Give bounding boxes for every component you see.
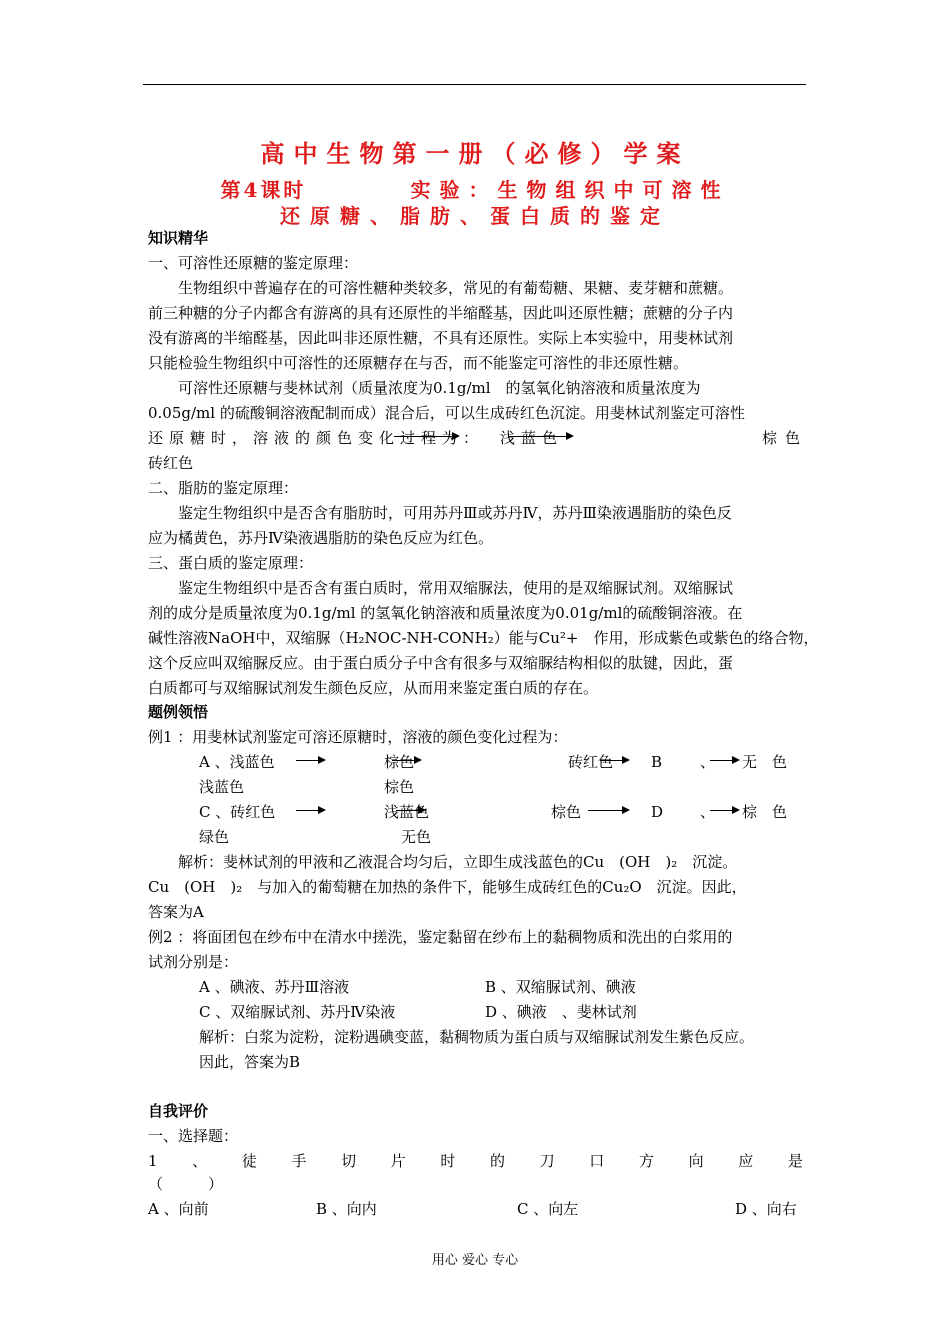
ex2-option-c: C 、双缩脲试剂、苏丹Ⅳ染液 <box>199 1003 396 1021</box>
arrow-icon <box>392 760 420 761</box>
paragraph-line: 应为橘黄色，苏丹Ⅳ染液遇脂肪的染色反应为红色。 <box>148 529 493 547</box>
paragraph-line: 这个反应叫双缩脲反应。由于蛋白质分子中含有很多与双缩脲结构相似的肽键，因此，蛋 <box>148 654 734 672</box>
example1-stem: 例1 ：用斐林试剂鉴定可溶还原糖时，溶液的颜色变化过程为： <box>148 728 568 746</box>
arrow-icon <box>296 760 324 761</box>
section-knowledge: 知识精华 <box>148 229 209 247</box>
q1-option-c: C 、向左 <box>517 1200 579 1218</box>
page-title: 高中生物第一册（必修）学案 <box>260 139 690 168</box>
heading-protein: 三、蛋白质的鉴定原理： <box>148 554 314 572</box>
ex1-option-d-step2: 绿色 <box>199 828 230 846</box>
ex1-option-d-step3: 无色 <box>401 828 432 846</box>
q1-option-d: D 、向右 <box>735 1200 797 1218</box>
ex1-option-c-step3: 棕色 <box>551 803 582 821</box>
arrow-icon <box>508 436 572 437</box>
ex2-option-a: A 、碘液、苏丹Ⅲ溶液 <box>199 978 350 996</box>
ex1-option-a-step3: 砖红色 <box>568 753 614 771</box>
example2-stem: 例2 ：将面团包在纱布中在清水中搓洗，鉴定黏留在纱布上的黏稠物质和洗出的白浆用的 <box>148 928 733 946</box>
paragraph-line: 白质都可与双缩脲试剂发生颜色反应，从而用来鉴定蛋白质的存在。 <box>148 679 599 697</box>
ex1-option-d: D <box>651 803 664 821</box>
arrow-icon <box>394 436 458 437</box>
q1-option-a: A 、向前 <box>148 1200 209 1218</box>
header-rule <box>143 84 806 85</box>
experiment-title-cont: 还原糖、脂肪、蛋白质的鉴定 <box>280 204 670 228</box>
q1-char: 应 <box>738 1152 754 1170</box>
ex2-option-b: B 、双缩脲试剂、碘液 <box>485 978 636 996</box>
paragraph-line: 可溶性还原糖与斐林试剂（质量浓度为0.1g/ml 的氢氧化钠溶液和质量浓度为 <box>148 379 701 397</box>
q1-char: 切 <box>341 1152 357 1170</box>
color-brick-red: 砖红色 <box>148 454 194 472</box>
q1-char: 片 <box>390 1152 406 1170</box>
lesson-subtitle <box>0 174 950 203</box>
color-change-label: 还原糖时，溶液的颜色变化过程为： <box>148 429 485 447</box>
color-change-text <box>148 428 484 448</box>
arrow-icon <box>600 760 628 761</box>
q1-char: 时 <box>440 1152 456 1170</box>
q1-char: 1 <box>148 1152 158 1170</box>
section-examples: 题例领悟 <box>148 703 209 721</box>
paragraph-line: 剂的成分是质量浓度为0.1g/ml 的氢氧化钠溶液和质量浓度为0.01g/ml的硫酸铜溶液。在 <box>148 604 743 622</box>
ex2-option-d: D 、碘液 、斐林试剂 <box>485 1003 637 1021</box>
page-footer: 用心 爱心 专心 <box>431 1253 519 1268</box>
ex2-analysis: 解析：白浆为淀粉，淀粉遇碘变蓝，黏稠物质为蛋白质与双缩脲试剂发生紫色反应。 <box>199 1028 755 1046</box>
ex1-option-c-step2: 浅蓝色 <box>384 803 430 821</box>
example2-stem-cont: 试剂分别是： <box>148 953 239 971</box>
question1-stem <box>148 1151 803 1171</box>
question-heading: 一、选择题： <box>148 1127 239 1145</box>
ex1-option-b-step2: 浅蓝色 <box>199 778 245 796</box>
q1-char: 徒 <box>241 1152 257 1170</box>
q1-char: 方 <box>638 1152 654 1170</box>
ex1-option-b-color: 无 色 <box>742 753 788 771</box>
paragraph-line: 生物组织中普遍存在的可溶性糖种类较多，常见的有葡萄糖、果糖、麦芽糖和蔗糖。 <box>148 279 734 297</box>
paragraph-line: 只能检验生物组织中可溶性的还原糖存在与否，而不能鉴定可溶性的非还原性糖。 <box>148 354 689 372</box>
ex2-answer: 因此，答案为B <box>199 1053 301 1071</box>
ex1-answer: 答案为A <box>148 903 204 921</box>
ex1-option-b-sep: 、 <box>700 753 716 771</box>
arrow-icon <box>296 810 324 811</box>
paragraph-line: 0.05g/ml 的硫酸铜溶液配制而成）混合后，可以生成砖红色沉淀。用斐林试剂鉴定可溶性 <box>148 404 745 422</box>
ex1-option-d-sep: 、 <box>700 803 716 821</box>
q1-char: 、 <box>192 1152 208 1170</box>
arrow-icon <box>588 810 628 811</box>
ex1-option-b: B <box>651 753 663 771</box>
q1-char: 刀 <box>539 1152 555 1170</box>
paragraph-line: 鉴定生物组织中是否含有蛋白质时，常用双缩脲法，使用的是双缩脲试剂。双缩脲试 <box>148 579 734 597</box>
ex1-option-a-step2: 棕色 <box>384 753 415 771</box>
color-light-blue: 浅蓝色 <box>500 429 564 447</box>
q1-char: 口 <box>589 1152 605 1170</box>
paragraph-line: 没有游离的半缩醛基，因此叫非还原性糖，不具有还原性。实际上本实验中，用斐林试剂 <box>148 329 734 347</box>
heading-fat: 二、脂肪的鉴定原理： <box>148 479 299 497</box>
paragraph-line: 前三种糖的分子内都含有游离的具有还原性的半缩醛基，因此叫还原性糖；蔗糖的分子内 <box>148 304 734 322</box>
ex1-analysis-line: 解析：斐林试剂的甲液和乙液混合均匀后，立即生成浅蓝色的Cu (OH )₂ 沉淀。 <box>148 853 738 871</box>
ex1-option-a: A 、浅蓝色 <box>199 753 275 771</box>
q1-char: 是 <box>787 1152 803 1170</box>
ex1-analysis-line: Cu (OH )₂ 与加入的葡萄糖在加热的条件下，能够生成砖红色的Cu₂O 沉淀。因此， <box>148 878 747 896</box>
ex1-option-c: C 、砖红色 <box>199 803 276 821</box>
q1-option-b: B 、向内 <box>316 1200 377 1218</box>
lesson-number: 第4课时 <box>220 178 307 202</box>
q1-char: 的 <box>490 1152 506 1170</box>
q1-char: 手 <box>291 1152 307 1170</box>
arrow-icon <box>710 810 738 811</box>
paragraph-line: 鉴定生物组织中是否含有脂肪时，可用苏丹Ⅲ或苏丹Ⅳ，苏丹Ⅲ染液遇脂肪的染色反 <box>148 504 732 522</box>
arrow-icon <box>396 810 424 811</box>
ex1-option-b-step3: 棕色 <box>384 778 415 796</box>
section-self-eval: 自我评价 <box>148 1102 209 1120</box>
ex1-option-b-step1 <box>742 752 787 772</box>
paragraph-line: 碱性溶液NaOH中，双缩脲（H₂NOC-NH-CONH₂）能与Cu²+ 作用，形成紫色或紫色的络合物， <box>148 629 819 647</box>
experiment-title: 实验：生物组织中可溶性 <box>410 178 730 202</box>
color-brown: 棕色 <box>762 429 809 447</box>
q1-answer-paren: （ ） <box>148 1175 224 1193</box>
arrow-icon <box>710 760 738 761</box>
q1-char: 向 <box>688 1152 704 1170</box>
heading-reducing-sugar: 一、可溶性还原糖的鉴定原理： <box>148 254 359 272</box>
ex1-option-d-step1: 棕 色 <box>742 803 788 821</box>
